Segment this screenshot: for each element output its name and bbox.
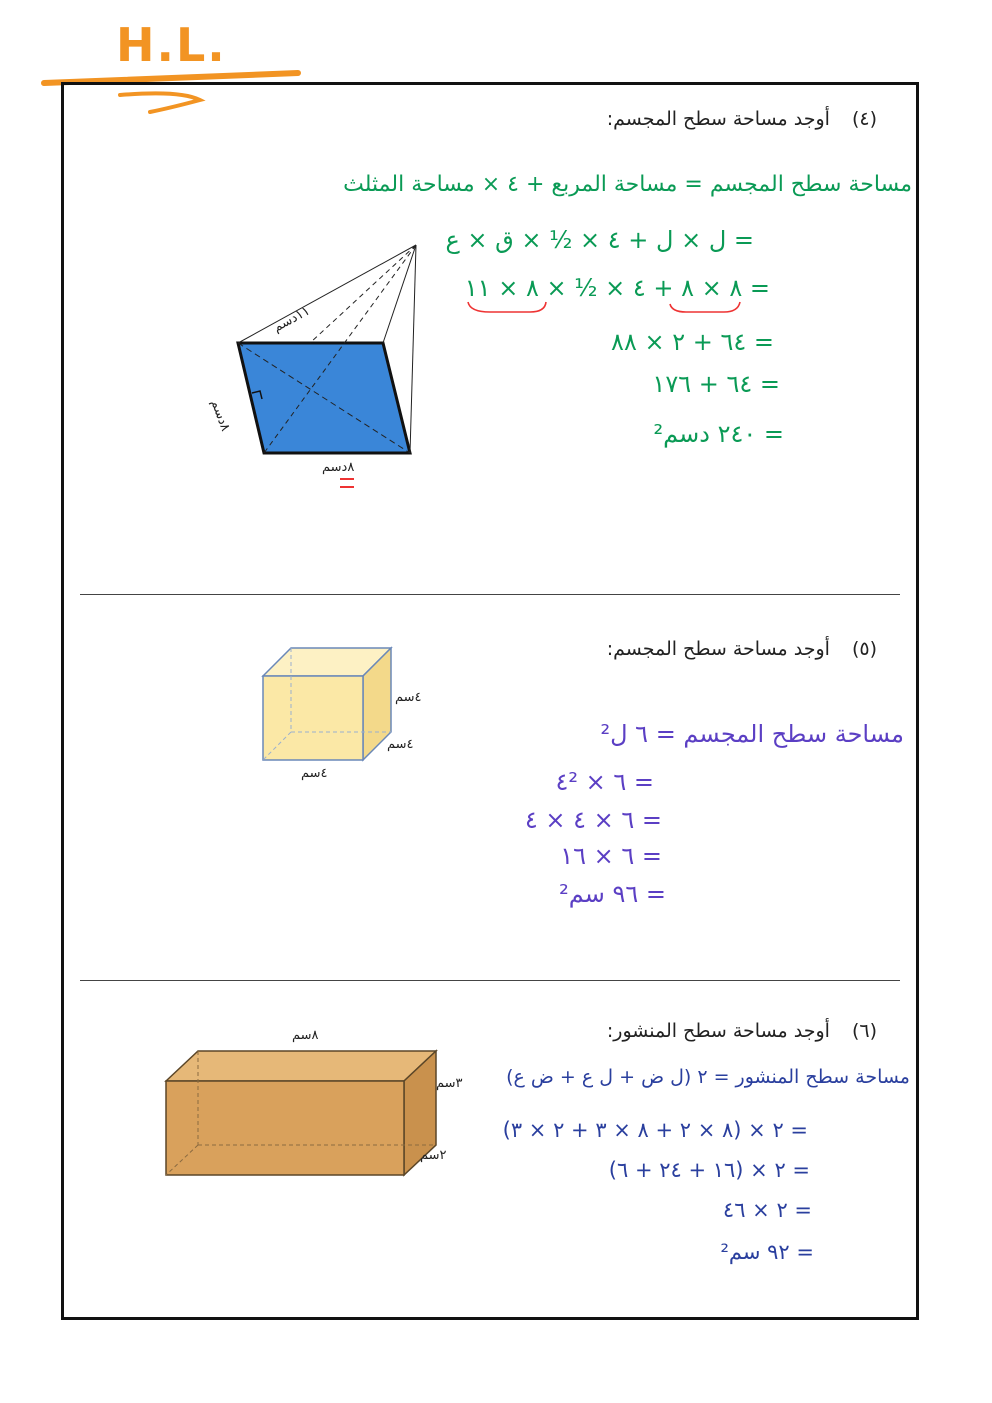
q6-prompt: أوجد مساحة سطح المنشور: <box>606 1020 830 1042</box>
initials-handwriting: H.L. <box>116 18 227 72</box>
q5-solution-line-3: = ٦ × ٤ × ٤ <box>524 806 662 834</box>
q5-height-label: ٤سم <box>395 690 422 705</box>
q5-solution-line-1: مساحة سطح المجسم = ٦ ل² <box>600 720 904 748</box>
q6-solution-line-2: = ٢ × (٨ × ٢ + ٨ × ٣ + ٢ × ٣) <box>502 1118 808 1142</box>
q6-length-label: ٨سم <box>292 1028 319 1043</box>
q4-solution-line-4: = ٦٤ + ٢ × ٨٨ <box>611 328 774 356</box>
q6-solution-line-4: = ٢ × ٤٦ <box>722 1198 812 1222</box>
q6-solution-line-1: مساحة سطح المنشور = ٢ (ل ض + ل ع + ض ع) <box>506 1066 910 1088</box>
q4-side-label: ٨دسم <box>207 397 233 434</box>
q5-solution-line-5: = ٩٦ سم² <box>559 880 666 908</box>
q4-solution-line-5: = ٦٤ + ١٧٦ <box>652 370 780 398</box>
q6-height-label: ٣سم <box>436 1076 463 1091</box>
q4-solution-line-1: مساحة سطح المجسم = مساحة المربع + ٤ × مساحة المثلث <box>343 172 912 197</box>
q4-prompt: أوجد مساحة سطح المجسم: <box>606 108 830 130</box>
q4-red-brackets <box>460 298 760 328</box>
q6-solution-line-3: = ٢ × (١٦ + ٢٤ + ٦) <box>608 1158 810 1182</box>
q5-prompt: أوجد مساحة سطح المجسم: <box>606 638 830 660</box>
q4-number: (٤) <box>851 108 877 130</box>
q6-depth-label: ٢سم <box>420 1148 447 1163</box>
q4-solution-line-2: = ل × ل + ٤ × ½ × ق × ع <box>445 226 754 254</box>
q4-slant-label: ١١دسم <box>270 303 313 336</box>
pyramid-figure <box>200 235 440 495</box>
q5-title <box>607 638 877 660</box>
q5-width-label: ٤سم <box>301 766 328 781</box>
q5-solution-line-2: = ٦ × ٤² <box>555 768 654 796</box>
divider-1 <box>80 594 900 595</box>
q6-number: (٦) <box>851 1020 877 1042</box>
prism-figure <box>160 1045 450 1185</box>
q5-number: (٥) <box>851 638 877 660</box>
divider-2 <box>80 980 900 981</box>
q4-solution-line-3: = ٨ × ٨ + ٤ × ½ × ٨ × ١١ <box>464 274 770 302</box>
q4-title <box>607 108 877 130</box>
q6-solution-line-5: = ٩٢ سم² <box>720 1240 814 1264</box>
q4-base-marker <box>340 478 354 488</box>
q4-solution-line-6: = ٢٤٠ دسم² <box>653 420 784 448</box>
q5-depth-label: ٤سم <box>387 737 414 752</box>
q5-solution-line-4: = ٦ × ١٦ <box>560 842 662 870</box>
q6-title <box>607 1020 877 1042</box>
q4-base-label: ٨دسم <box>322 460 355 475</box>
